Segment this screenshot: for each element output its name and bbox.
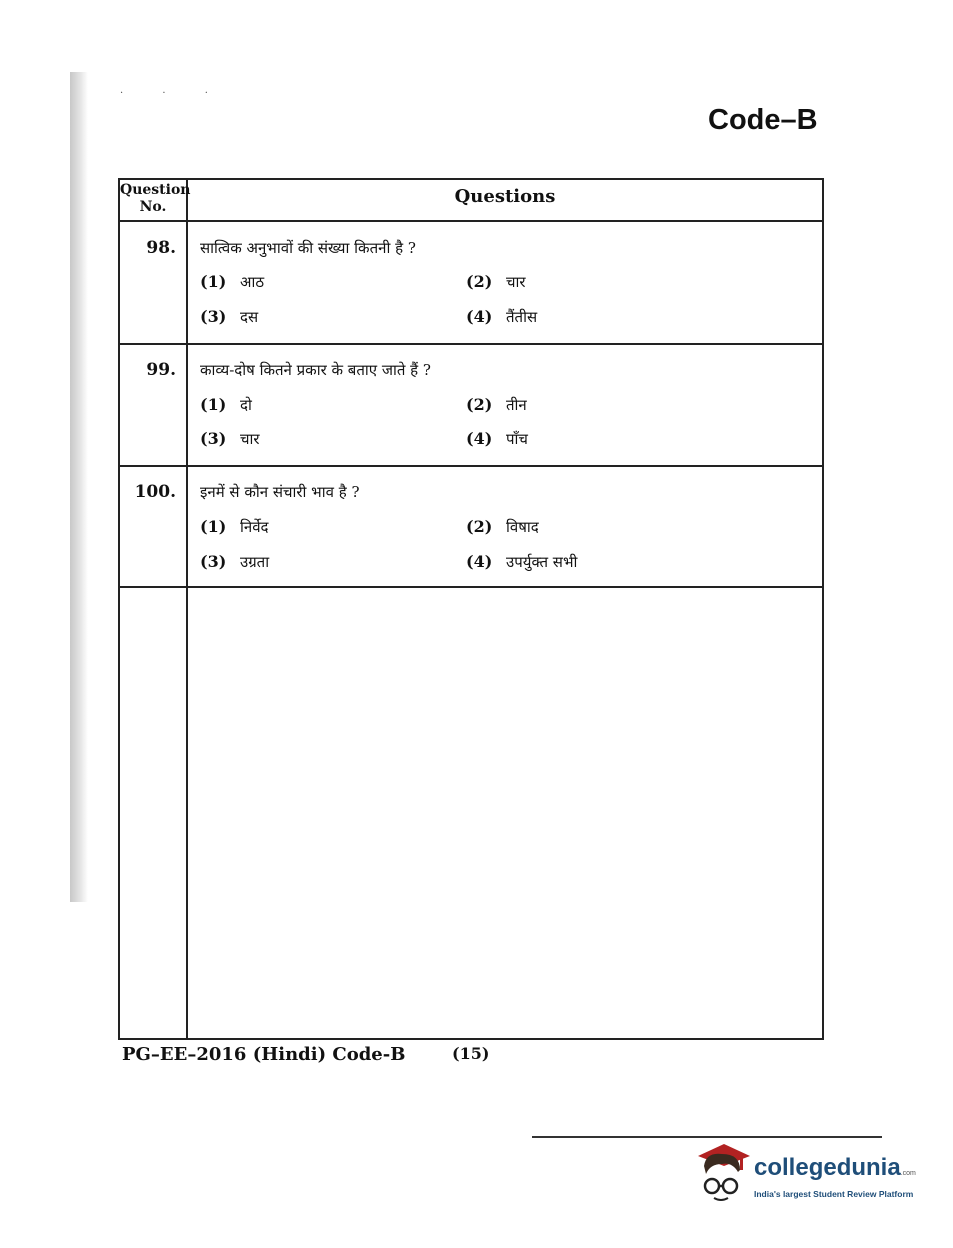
option — [466, 552, 577, 572]
option-number: (1) — [200, 395, 227, 414]
option — [200, 307, 258, 327]
option-number: (4) — [466, 429, 493, 448]
option-text: उपर्युक्त सभी — [506, 553, 578, 571]
page-shadow-edge — [70, 72, 88, 902]
option-number: (2) — [466, 272, 493, 291]
option — [200, 429, 260, 449]
option — [200, 395, 252, 415]
option-text: आठ — [240, 273, 265, 291]
option — [466, 307, 537, 327]
page-code-title: Code–B — [708, 104, 818, 136]
row-divider — [120, 586, 822, 588]
option-text: उग्रता — [240, 553, 270, 571]
brand-tagline: India's largest Student Review Platform — [754, 1189, 914, 1199]
footer-page-number: (15) — [452, 1044, 490, 1063]
option-number: (2) — [466, 517, 493, 536]
questions-table — [118, 178, 824, 1040]
row-divider — [120, 465, 822, 467]
brand-domain: .com — [900, 1170, 916, 1177]
brand-name — [754, 1154, 916, 1182]
question-number: 99. — [146, 360, 176, 380]
question-text: इनमें से कौन संचारी भाव है ? — [200, 483, 360, 501]
column-divider — [186, 180, 188, 1038]
brand-word: collegedunia — [754, 1154, 901, 1181]
option-text: तीन — [506, 396, 527, 414]
question-number: 100. — [134, 482, 176, 502]
option-number: (3) — [200, 429, 227, 448]
option-number: (4) — [466, 307, 493, 326]
option — [200, 552, 269, 572]
option-text: दस — [240, 308, 259, 326]
option-text: निर्वेद — [240, 518, 269, 536]
option — [200, 272, 264, 292]
row-divider — [120, 343, 822, 345]
option-text: चार — [506, 273, 526, 291]
option-number: (3) — [200, 307, 227, 326]
option-text: दो — [240, 396, 252, 414]
scan-specks: · · · — [120, 88, 226, 99]
option-text: विषाद — [506, 518, 539, 536]
option — [200, 517, 269, 537]
option-text: पाँच — [506, 430, 528, 448]
option-number: (3) — [200, 552, 227, 571]
option — [466, 429, 528, 449]
option — [466, 517, 539, 537]
option-text: चार — [240, 430, 260, 448]
question-number: 98. — [146, 238, 176, 258]
question-text: काव्य-दोष कितने प्रकार के बताए जाते हैं ? — [200, 361, 431, 379]
watermark-rule — [532, 1136, 882, 1138]
option-text: तैंतीस — [506, 308, 538, 326]
column-header-questions: Questions — [454, 186, 556, 207]
option-number: (1) — [200, 272, 227, 291]
option-number: (1) — [200, 517, 227, 536]
column-header-question-no: Question No. — [120, 182, 191, 215]
collegedunia-logo-icon — [694, 1142, 752, 1204]
collegedunia-watermark — [694, 1142, 924, 1212]
footer-exam-code: PG–EE–2016 (Hindi) Code-B — [122, 1044, 406, 1065]
option-number: (4) — [466, 552, 493, 571]
question-text: सात्विक अनुभावों की संख्या कितनी है ? — [200, 239, 416, 257]
option-number: (2) — [466, 395, 493, 414]
option — [466, 272, 526, 292]
option — [466, 395, 527, 415]
header-divider — [120, 220, 822, 222]
